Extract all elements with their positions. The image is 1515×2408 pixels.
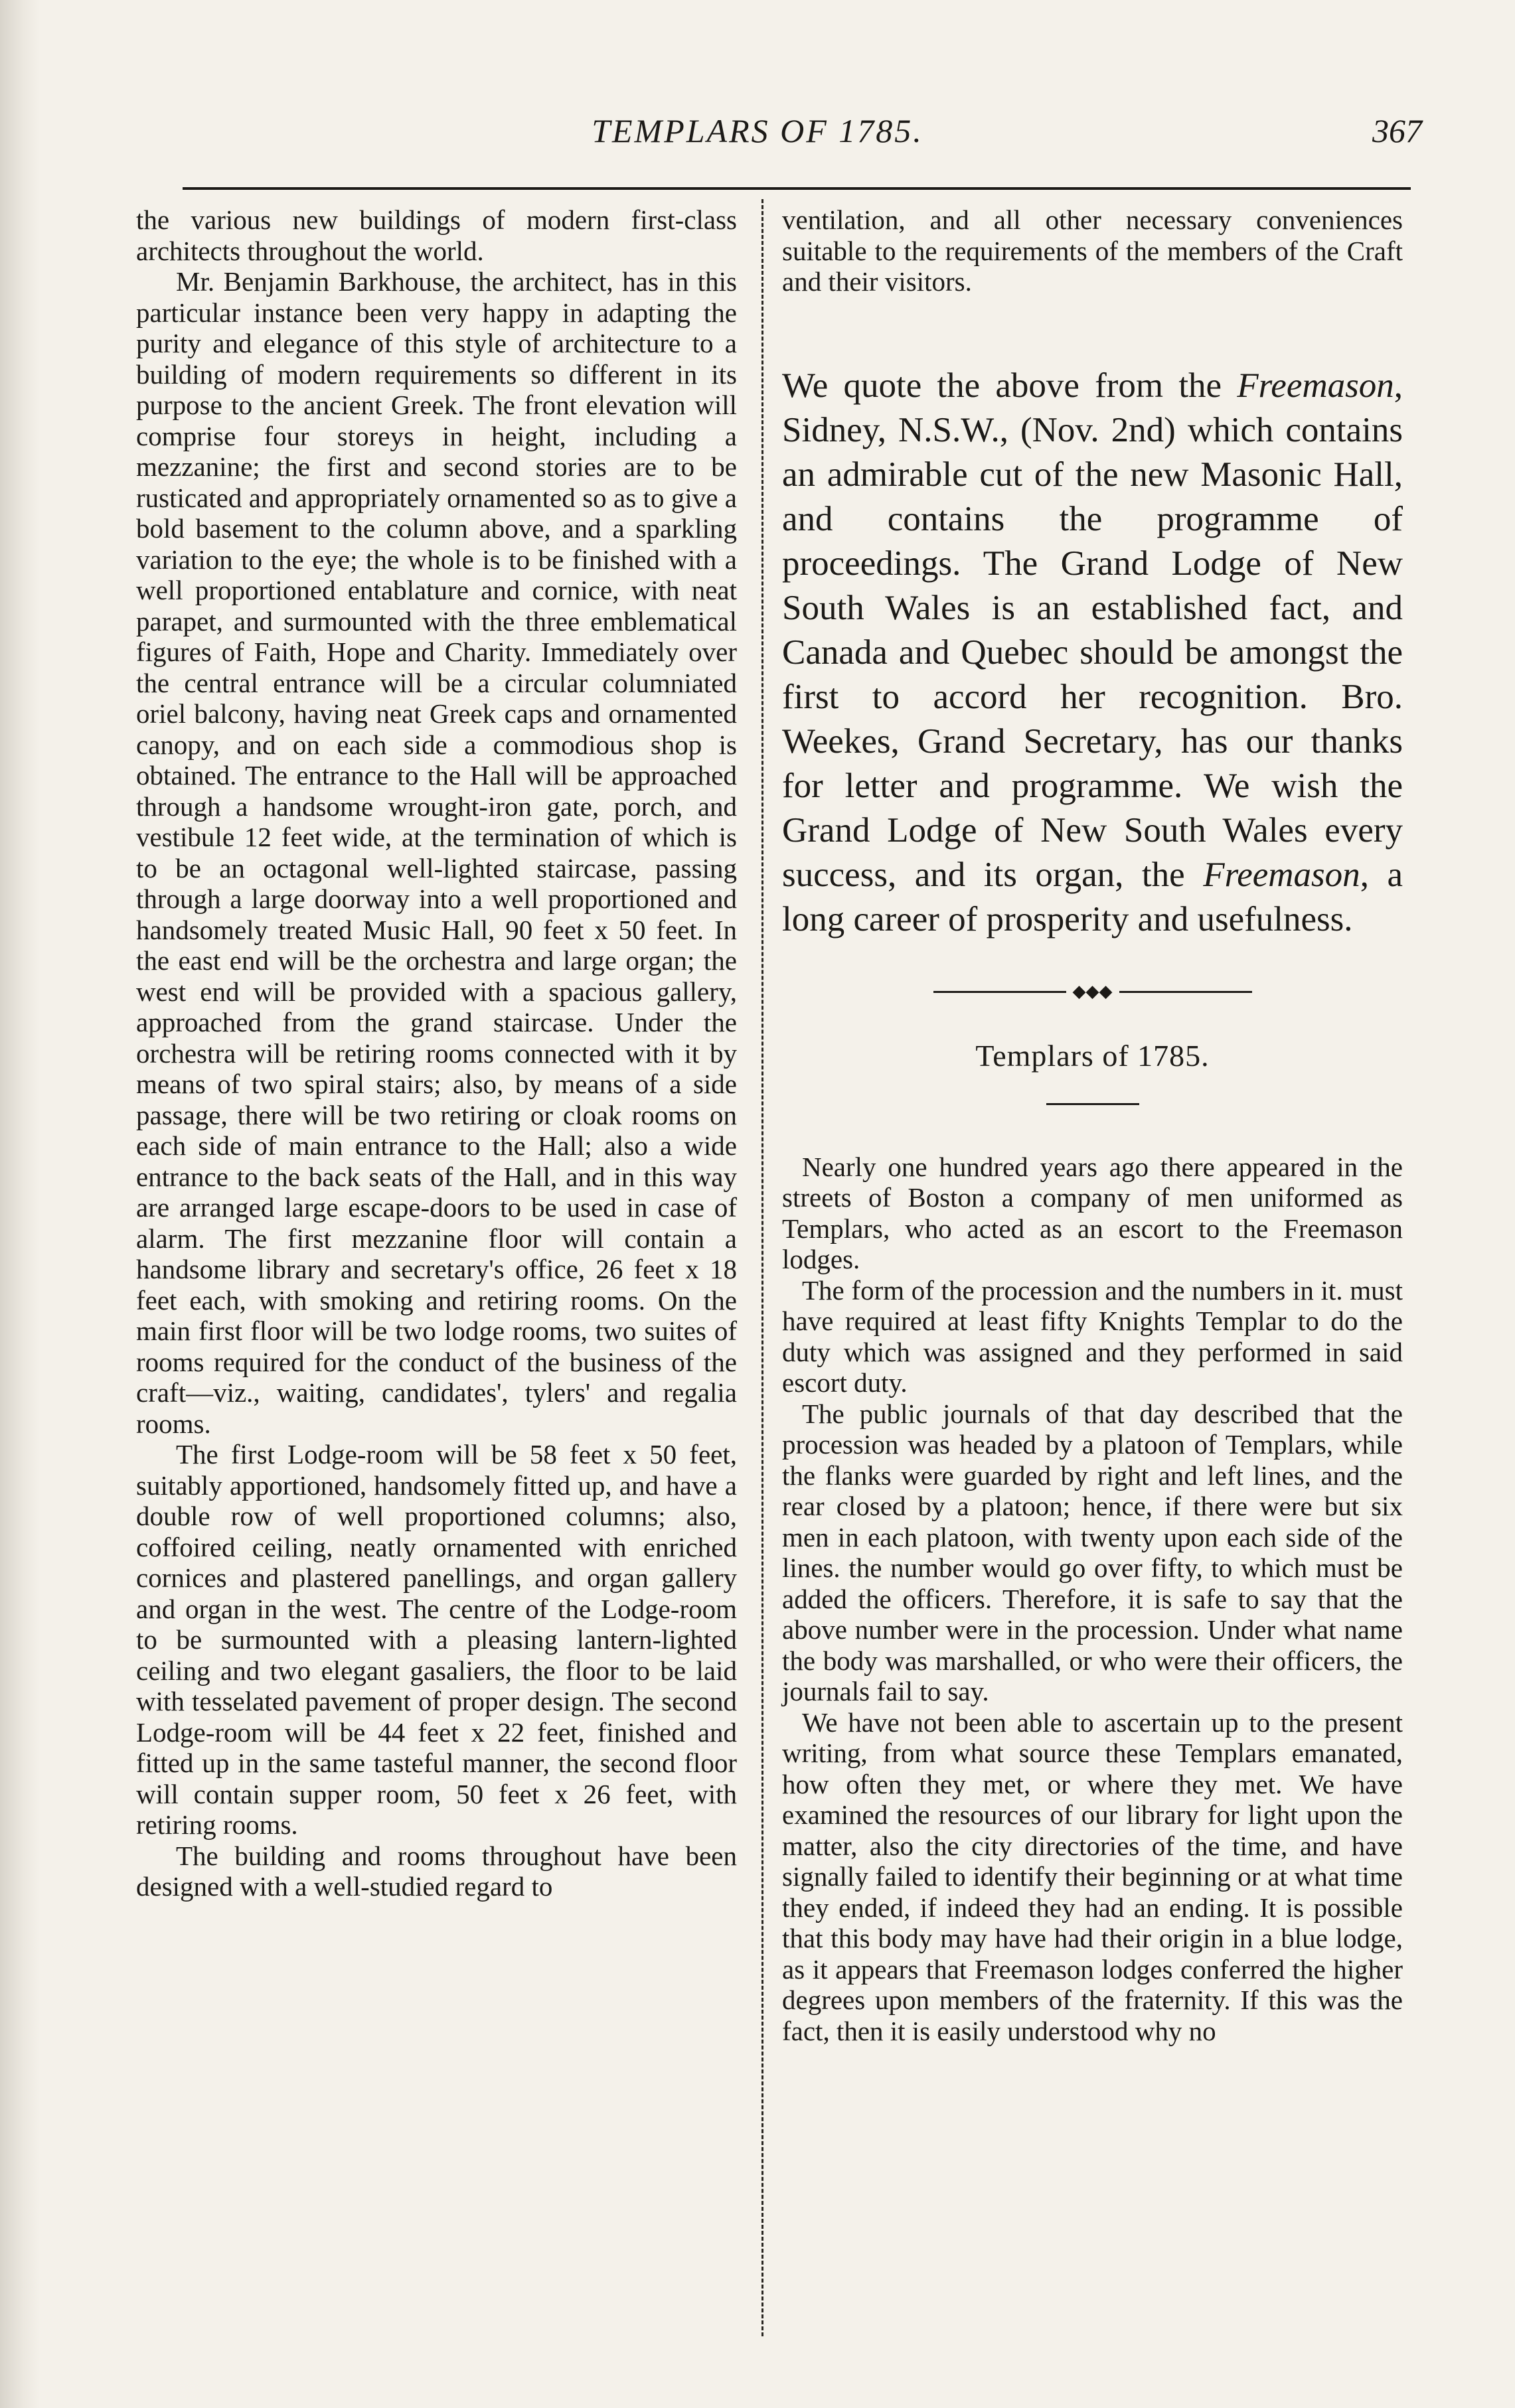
binding-shadow (0, 0, 40, 2408)
left-paragraph: The building and rooms throughout have been designed with a well-studied regard to (136, 1840, 737, 1902)
section-title: Templars of 1785. (975, 1038, 1210, 1073)
left-column (136, 204, 737, 1902)
right-continuation: ventilation, and all other necessary conveniences suitable to the requirements of the members of the Craft and their visitors. (782, 204, 1403, 297)
editorial-notice (782, 364, 1403, 942)
left-paragraph: The first Lodge-room will be 58 feet x 50 feet, suitably apportioned, handsomely fitted up, and have a double row of well proportioned columns; also, coffoired ceiling, neatly ornamented with enriched cornices and plastered panellings, and organ gallery and organ in the west. The centre of the Lodge-room to be surmounted with a pleasing lantern-lighted ceiling and two elegant gasaliers, the floor to be laid with tesselated pavement of proper design. The second Lodge-room will be 44 feet x 22 feet, finished and fitted up in the same tasteful manner, the second floor will contain supper room, 50 feet x 26 feet, with retiring rooms. (136, 1439, 737, 1840)
page-number: 367 (1372, 112, 1422, 149)
column-divider (761, 199, 763, 2336)
right-paragraph: We have not been able to ascertain up to the present writing, from what source these Templars emanated, how often they met, or where they met. We have examined the resources of our library for light upon the matter, also the city directories of the time, and have signally failed to identify their beginning or at what time they ended, if indeed they had an ending. It is possible that this body may have had their origin in a blue lodge, as it appears that Freemason lodges conferred the higher degrees upon members of the fraternity. If this was the fact, then it is easily understood why no (782, 1706, 1403, 2046)
left-paragraph: Mr. Benjamin Barkhouse, the architect, has in this particular instance been very happy in adapting the purity and elegance of this style of architecture to a building of modern requirements so different in its purpose to the ancient Greek. The front elevation will comprise four storeys in height, including a mezzanine; the first and second stories are to be rusticated and appropriately ornamented so as to give a bold basement to the column above, and a sparkling variation to the eye; the whole is to be finished with a well proportioned entablature and cornice, with neat parapet, and surmounted with the three emblematical figures of Faith, Hope and Charity. Immediately over the central entrance will be a circular columniated oriel balcony, having neat Greek caps and ornamented canopy, and on each side a commodious shop is obtained. The entrance to the Hall will be approached through a handsome wrought-iron gate, porch, and vestibule 12 feet wide, at the termination of which is to be an octagonal well-lighted staircase, passing through a large doorway into a well proportioned and handsomely treated Music Hall, 90 feet x 50 feet. In the east end will be the orchestra and large organ; the west end will be provided with a spacious gallery, approached from the grand staircase. Under the orchestra will be retiring rooms connected with it by means of two spiral stairs; also, by means of a side passage, there will be two retiring or cloak rooms on each side of main entrance to the Hall; also a wide entrance to the back seats of the Hall, and in this way are arranged large escape-doors to be used in case of alarm. The first mezzanine floor will contain a handsome library and secretary's office, 26 feet x 18 feet each, with smoking and retiring rooms. On the main first floor will be two lodge rooms, two suites of rooms required for the conduct of the business of the craft—viz., waiting, candidates', tylers' and regalia rooms. (136, 266, 737, 1439)
notice-text: , Sidney, N.S.W., (Nov. 2nd) which contains an admirable cut of the new Masonic Hall, and contains the programme of proceedings. The Grand Lodge of New South Wales is an established fact, and Canada and Quebec should be amongst the first to accord her recognition. Bro. Weekes, Grand Secretary, has our thanks for letter and programme. We wish the Grand Lodge of New South Wales every success, and its organ, the (782, 366, 1403, 894)
running-head (0, 112, 1515, 151)
running-title: TEMPLARS OF 1785. (592, 112, 923, 149)
notice-text: We quote the above from the (782, 366, 1237, 405)
header-rule (183, 187, 1411, 190)
right-paragraph: The public journals of that day described that the procession was headed by a platoon of Templars, while the flanks were guarded by right and left lines, and the rear closed by a platoon; hence, if there were but six men in each platoon, with twenty upon each side of the lines. the number would go over fifty, to which must be added the officers. Therefore, it is safe to say that the above number were in the procession. Under what name the body was marshalled, or who were their officers, the journals fail to say. (782, 1398, 1403, 1706)
right-paragraph: The form of the procession and the numbers in it. must have required at least fifty Knights Templar to do the duty which was assigned and they performed in said escort duty. (782, 1274, 1403, 1398)
left-paragraph: the various new buildings of modern first-class architects throughout the world. (136, 204, 737, 266)
ornament-line-left (933, 991, 1066, 993)
right-column (782, 204, 1403, 2046)
notice-italic: Freemason (1203, 855, 1360, 894)
notice-text: , a long career of prosperity and usefulness. (782, 855, 1403, 939)
section-ornament (933, 982, 1252, 1002)
title-rule (1046, 1103, 1139, 1105)
ornament-diamonds-icon: ◆◆◆ (1072, 981, 1113, 1001)
ornament-line-right (1119, 991, 1252, 993)
right-paragraph: Nearly one hundred years ago there appeared in the streets of Boston a company of men uniformed as Templars, who acted as an escort to the Freemason lodges. (782, 1151, 1403, 1274)
notice-italic: Freemason (1237, 366, 1394, 405)
